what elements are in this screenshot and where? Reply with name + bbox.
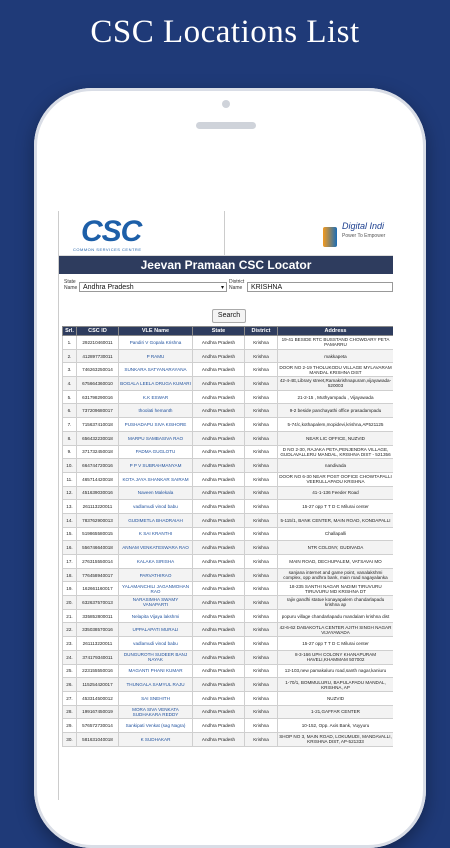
cell-address: 5-115/1, BANK CENTER, MAIN ROAD, KONDAPALLI (278, 513, 394, 527)
table-row (63, 404, 394, 418)
cell-csc-id: 631798290016 (77, 390, 119, 404)
cell-csc-id: 451639030016 (77, 486, 119, 500)
cell-vle-name: BOGALA LEELA DRUGA KUMARI (119, 377, 193, 391)
cell-district: Krishna (245, 445, 278, 459)
cell-district: Krishna (245, 705, 278, 719)
cell-srl: 29. (63, 719, 77, 733)
cell-state: Andhra Pradesh (193, 472, 245, 486)
cell-vle-name: K SAI KRANTHI (119, 527, 193, 541)
cell-state: Andhra Pradesh (193, 650, 245, 664)
cell-state: Andhra Pradesh (193, 596, 245, 610)
table-row (63, 431, 394, 445)
cell-csc-id: 223155550016 (77, 664, 119, 678)
cell-srl: 24. (63, 650, 77, 664)
table-body (63, 336, 394, 747)
cell-srl: 28. (63, 705, 77, 719)
cell-district: Krishna (245, 336, 278, 350)
district-label-line1: District (229, 279, 245, 285)
column-header: Address (278, 327, 394, 336)
cell-vle-name: KOTA JAYA SHANKAR SAIRAM (119, 472, 193, 486)
cell-address: 9-2 beside panchayathi office prasadampadu (278, 404, 394, 418)
cell-csc-id: 162661160017 (77, 582, 119, 596)
cell-csc-id: 664744720016 (77, 459, 119, 473)
cell-vle-name: P RAMU (119, 349, 193, 363)
cell-district: Krishna (245, 500, 278, 514)
cell-district: Krishna (245, 596, 278, 610)
cell-csc-id: 115254420017 (77, 678, 119, 692)
cell-state: Andhra Pradesh (193, 445, 245, 459)
cell-csc-id: 335852800011 (77, 609, 119, 623)
cell-district: Krishna (245, 486, 278, 500)
state-select[interactable] (79, 282, 227, 292)
cell-state: Andhra Pradesh (193, 404, 245, 418)
cell-csc-id: 632637570013 (77, 596, 119, 610)
cell-vle-name: PADMA GUGLOTU (119, 445, 193, 459)
csc-table (62, 326, 393, 747)
state-label (64, 279, 77, 291)
cell-address: makkapeta (278, 349, 394, 363)
cell-csc-id: 576572730014 (77, 719, 119, 733)
cell-district: Krishna (245, 609, 278, 623)
cell-state: Andhra Pradesh (193, 418, 245, 432)
cell-address: DOOR NO 6-30 NEAR POST OOFICE CHOWTAPALLI VEERULLAPADU KRISHNA (279, 474, 392, 485)
cell-srl: 18. (63, 568, 77, 582)
district-label-line2: Name (229, 285, 243, 291)
cell-csc-id: 715637410018 (77, 418, 119, 432)
cell-district: Krishna (245, 472, 278, 486)
cell-srl: 26. (63, 678, 77, 692)
speaker-slot (196, 122, 256, 129)
cell-address: 5-74/c,kothapalem,mopidevi,krishna,AP521125 (278, 418, 394, 432)
state-label-line1: State (64, 279, 76, 285)
cell-address: 1-21,GAFFAR CENTER (278, 705, 394, 719)
cell-address: D NO 2-30, RAJAKA PETA,PENJENDRA VILLAGE, GUDLAVALLERU MANDAL, KRISHNA DIST - 521356 (278, 445, 394, 459)
cell-address: DOOR NO 2-19 THOLUKODU VILLAGE MYLAVARAM MANDAL KRISHNA DIST (279, 364, 392, 375)
cell-vle-name: GUDIMETLA BHADRAIAH (119, 513, 193, 527)
headline: CSC Locations List (90, 14, 360, 50)
logo-bar (59, 211, 393, 256)
cell-address: NEAR LIC OFFICE, NUZVID (278, 431, 394, 445)
cell-state: Andhra Pradesh (193, 568, 245, 582)
cell-srl: 20. (63, 596, 77, 610)
cell-state: Andhra Pradesh (193, 582, 245, 596)
cell-address: 10-152, Opp. Axis Bank, Vuyyuru (278, 719, 394, 733)
cell-csc-id: 581631040018 (77, 732, 119, 746)
cell-district: Krishna (245, 363, 278, 377)
cell-csc-id: 737209680017 (77, 404, 119, 418)
cell-srl: 10. (63, 459, 77, 473)
cell-vle-name: K.K ESWAR (119, 390, 193, 404)
cell-srl: 15. (63, 527, 77, 541)
table-row (63, 541, 394, 555)
cell-csc-id: 261113220011 (77, 637, 119, 651)
table-row (63, 568, 394, 582)
cell-address: 41-1-136 Feeder Road (278, 486, 394, 500)
cell-csc-id: 374179340011 (77, 650, 119, 664)
cell-vle-name: vadlamudi vinod babu (119, 500, 193, 514)
table-row (63, 513, 394, 527)
digital-india-emblem-icon (323, 227, 337, 247)
cell-vle-name: MORA SIVA VENKATA SUDHAKARA REDDY (119, 705, 193, 719)
cell-address: 42-6-62 DABAKOTLA CENTER AJITH SINGH NAGAR VIJAYAWADA (278, 623, 394, 637)
cell-address: 19-41 BESIDE RTC BUSSTAND CHOWDARY PETA PAMARRU (278, 336, 394, 350)
cell-state: Andhra Pradesh (193, 732, 245, 746)
column-header: State (193, 327, 245, 336)
table-header-row (63, 327, 394, 336)
cell-csc-id: 519865580015 (77, 527, 119, 541)
table-row (63, 555, 394, 569)
cell-address: Challapalli (278, 527, 394, 541)
table-row (63, 377, 394, 391)
table-row (63, 691, 394, 705)
table-row (63, 500, 394, 514)
cell-address: SHOP NO 3, MAIN ROAD, LOKUMUDI, MANDAVALLI, KRISHNA DIST, AP-521333 (279, 734, 392, 745)
cell-state: Andhra Pradesh (193, 705, 245, 719)
table-row (63, 336, 394, 350)
cell-state: Andhra Pradesh (193, 527, 245, 541)
cell-state: Andhra Pradesh (193, 500, 245, 514)
cell-vle-name: THUNGALA SAMYUL RAJU (119, 678, 193, 692)
cell-address: 1-70/1, BOMMULURU, BAPULAPADU MANDAL, KRISHNA, AP (278, 678, 394, 692)
district-select-value: KRISHNA (251, 284, 283, 291)
page-title: Jeevan Pramaan CSC Locator (59, 256, 393, 274)
state-label-line2: Name (64, 285, 78, 291)
cell-srl: 17. (63, 555, 77, 569)
cell-district: Krishna (245, 568, 278, 582)
cell-vle-name: Sankipati Venkat (sag Nagra) (119, 719, 193, 733)
cell-vle-name: MAGANTI PHANI KUMAR (119, 664, 193, 678)
cell-srl: 6. (63, 404, 77, 418)
state-select-value: Andhra Pradesh (83, 284, 134, 291)
cell-csc-id: 199167450019 (77, 705, 119, 719)
table-row (63, 349, 394, 363)
cell-vle-name: SAI SNEHITH (119, 691, 193, 705)
cell-district: Krishna (245, 637, 278, 651)
cell-vle-name: DUNGUROTH SUDEER BANJ NAYAK (119, 650, 193, 664)
cell-state: Andhra Pradesh (193, 609, 245, 623)
cell-district: Krishna (245, 623, 278, 637)
table-row (63, 650, 394, 664)
column-header: Srl. (63, 327, 77, 336)
cell-vle-name: MARPU SAMBASIVA RAO (119, 431, 193, 445)
digital-india-logo (225, 211, 393, 255)
cell-vle-name: PARVATHIRAO (119, 568, 193, 582)
cell-state: Andhra Pradesh (193, 555, 245, 569)
cell-state: Andhra Pradesh (193, 390, 245, 404)
cell-srl: 5. (63, 390, 77, 404)
cell-district: Krishna (245, 664, 278, 678)
cell-vle-name: Pandiri V Gopala Krishna (119, 336, 193, 350)
cell-csc-id: 783762900013 (77, 513, 119, 527)
cell-district: Krishna (245, 390, 278, 404)
cell-state: Andhra Pradesh (193, 486, 245, 500)
cell-srl: 9. (63, 445, 77, 459)
cell-srl: 27. (63, 691, 77, 705)
table-row (63, 705, 394, 719)
cell-csc-id: 371732450018 (77, 445, 119, 459)
cell-csc-id: 746263250014 (77, 363, 119, 377)
cell-district: Krishna (245, 418, 278, 432)
cell-state: Andhra Pradesh (193, 459, 245, 473)
cell-district: Krishna (245, 732, 278, 746)
cell-address: NTR COLONY, GUDIVADA (278, 541, 394, 555)
table-row (63, 418, 394, 432)
cell-csc-id: 261113220011 (77, 500, 119, 514)
filter-form (59, 274, 393, 300)
district-select[interactable] (247, 282, 393, 292)
cell-vle-name: ANNAM VENKATESWARA RAO (119, 541, 193, 555)
cell-state: Andhra Pradesh (193, 541, 245, 555)
cell-district: Krishna (245, 459, 278, 473)
cell-district: Krishna (245, 377, 278, 391)
cell-vle-name: vadlamudi vinod babu (119, 637, 193, 651)
cell-csc-id: 556746640018 (77, 541, 119, 555)
cell-vle-name: Nelapita Vijaya lakshmi (119, 609, 193, 623)
cell-srl: 4. (63, 377, 77, 391)
table-row (63, 596, 394, 610)
cell-vle-name: YALAMANCHILI JAGANMOHAN RAO (119, 582, 193, 596)
cell-csc-id: 292210460011 (77, 336, 119, 350)
cell-vle-name: Naveen Malekala (119, 486, 193, 500)
cell-district: Krishna (245, 719, 278, 733)
cell-vle-name: P P V SUBRAHMANYAM (119, 459, 193, 473)
cell-srl: 23. (63, 637, 77, 651)
table-row (63, 732, 394, 746)
cell-srl: 16. (63, 541, 77, 555)
cell-state: Andhra Pradesh (193, 377, 245, 391)
cell-address: 15-27 opp T T D C Milurai center (278, 637, 394, 651)
cell-district: Krishna (245, 404, 278, 418)
table-row (63, 637, 394, 651)
column-header: CSC ID (77, 327, 119, 336)
cell-csc-id: 776458940017 (77, 568, 119, 582)
cell-csc-id: 412897730011 (77, 349, 119, 363)
table-row (63, 486, 394, 500)
cell-srl: 3. (63, 363, 77, 377)
cell-vle-name: KALAKA SIRISHA (119, 555, 193, 569)
cell-address: 8-3-166 UPH COLONY KHANAPURAM HAVELI,KHAMMAM 507002 (278, 650, 394, 664)
column-header: VLE Name (119, 327, 193, 336)
table-row (63, 664, 394, 678)
cell-district: Krishna (245, 349, 278, 363)
cell-district: Krishna (245, 678, 278, 692)
cell-address: nandivada (278, 459, 394, 473)
cell-srl: 7. (63, 418, 77, 432)
cell-srl: 21. (63, 609, 77, 623)
cell-district: Krishna (245, 555, 278, 569)
table-row (63, 445, 394, 459)
table-row (63, 527, 394, 541)
cell-csc-id: 453314500012 (77, 691, 119, 705)
cell-address: 15-27 opp T T D C Milurai center (278, 500, 394, 514)
cell-vle-name: SUNKARA SATYANARAYANA (119, 363, 193, 377)
cell-srl: 13. (63, 500, 77, 514)
cell-state: Andhra Pradesh (193, 678, 245, 692)
table-row (63, 472, 394, 486)
cell-srl: 1. (63, 336, 77, 350)
cell-csc-id: 675664360010 (77, 377, 119, 391)
table-row (63, 390, 394, 404)
table-row (63, 459, 394, 473)
cell-state: Andhra Pradesh (193, 336, 245, 350)
cell-srl: 8. (63, 431, 77, 445)
digital-india-subtitle: Power To Empower (342, 233, 386, 239)
cell-srl: 12. (63, 486, 77, 500)
csc-logo-subtitle: COMMON SERVICES CENTRE (73, 247, 142, 252)
cell-vle-name: PUSHADAPU SIVA KISHORE (119, 418, 193, 432)
cell-district: Krishna (245, 431, 278, 445)
cell-address: 42-4-4E,Library street,Ramakrishnapuram,vijayawada-520003 (278, 377, 394, 391)
cell-srl: 22. (63, 623, 77, 637)
cell-address: 18-235 SANTHI NAGAR NADIMI TIRUVURU TIRUVURU MD KRISHNA DT (278, 582, 394, 596)
cell-address: sanjana internet and game point, vanalakshmi complex, opp andhra bank, main road nagayalanka (278, 568, 394, 582)
cell-csc-id: 465714420018 (77, 472, 119, 486)
cell-address: rajiv gandhi statue konayapalem chandarlapadu krishna ap (278, 596, 394, 610)
table-row (63, 623, 394, 637)
cell-address: 21-2-15 , Muthyampadu , Vijayawada (278, 390, 394, 404)
search-button[interactable]: Search (212, 309, 246, 323)
cell-state: Andhra Pradesh (193, 637, 245, 651)
cell-csc-id: 335038570016 (77, 623, 119, 637)
cell-srl: 19. (63, 582, 77, 596)
table-row (63, 363, 394, 377)
cell-district: Krishna (245, 513, 278, 527)
cell-srl: 11. (63, 472, 77, 486)
cell-vle-name: UPPALAPATI MURALI (119, 623, 193, 637)
cell-srl: 30. (63, 732, 77, 746)
cell-address: NUZVID (278, 691, 394, 705)
cell-district: Krishna (245, 527, 278, 541)
cell-state: Andhra Pradesh (193, 664, 245, 678)
cell-district: Krishna (245, 691, 278, 705)
cell-srl: 25. (63, 664, 77, 678)
table-row (63, 719, 394, 733)
cell-district: Krishna (245, 541, 278, 555)
table-row (63, 678, 394, 692)
district-label (229, 279, 244, 291)
app-screen (58, 211, 393, 800)
cell-state: Andhra Pradesh (193, 363, 245, 377)
digital-india-title: Digital Indi (342, 221, 385, 231)
cell-district: Krishna (245, 650, 278, 664)
cell-address: 12-103,new pamakaluru road,santh nagar,kaniuru (278, 664, 394, 678)
cell-vle-name: thoolati hemanth (119, 404, 193, 418)
cell-state: Andhra Pradesh (193, 431, 245, 445)
camera-dot (222, 100, 230, 108)
column-header: District (245, 327, 278, 336)
cell-address: MAIN ROAD, DECHUPALEM, VATSAVAI MO (278, 555, 394, 569)
cell-state: Andhra Pradesh (193, 513, 245, 527)
csc-logo-mark: CSC (81, 215, 142, 248)
cell-srl: 2. (63, 349, 77, 363)
cell-srl: 14. (63, 513, 77, 527)
cell-district: Krishna (245, 582, 278, 596)
chevron-down-icon: ▾ (220, 285, 224, 291)
table-row (63, 609, 394, 623)
cell-csc-id: 656432230018 (77, 431, 119, 445)
cell-address: popuru village chandarlapadu mandalam krishna dist (278, 609, 394, 623)
cell-csc-id: 276315550014 (77, 555, 119, 569)
cell-state: Andhra Pradesh (193, 623, 245, 637)
csc-logo (59, 211, 225, 255)
cell-state: Andhra Pradesh (193, 719, 245, 733)
table-row (63, 582, 394, 596)
cell-state: Andhra Pradesh (193, 691, 245, 705)
cell-state: Andhra Pradesh (193, 349, 245, 363)
cell-vle-name: NARASIMHA SWAMY VANAPARTI (119, 596, 193, 610)
cell-vle-name: K SUDHAKAR (119, 732, 193, 746)
